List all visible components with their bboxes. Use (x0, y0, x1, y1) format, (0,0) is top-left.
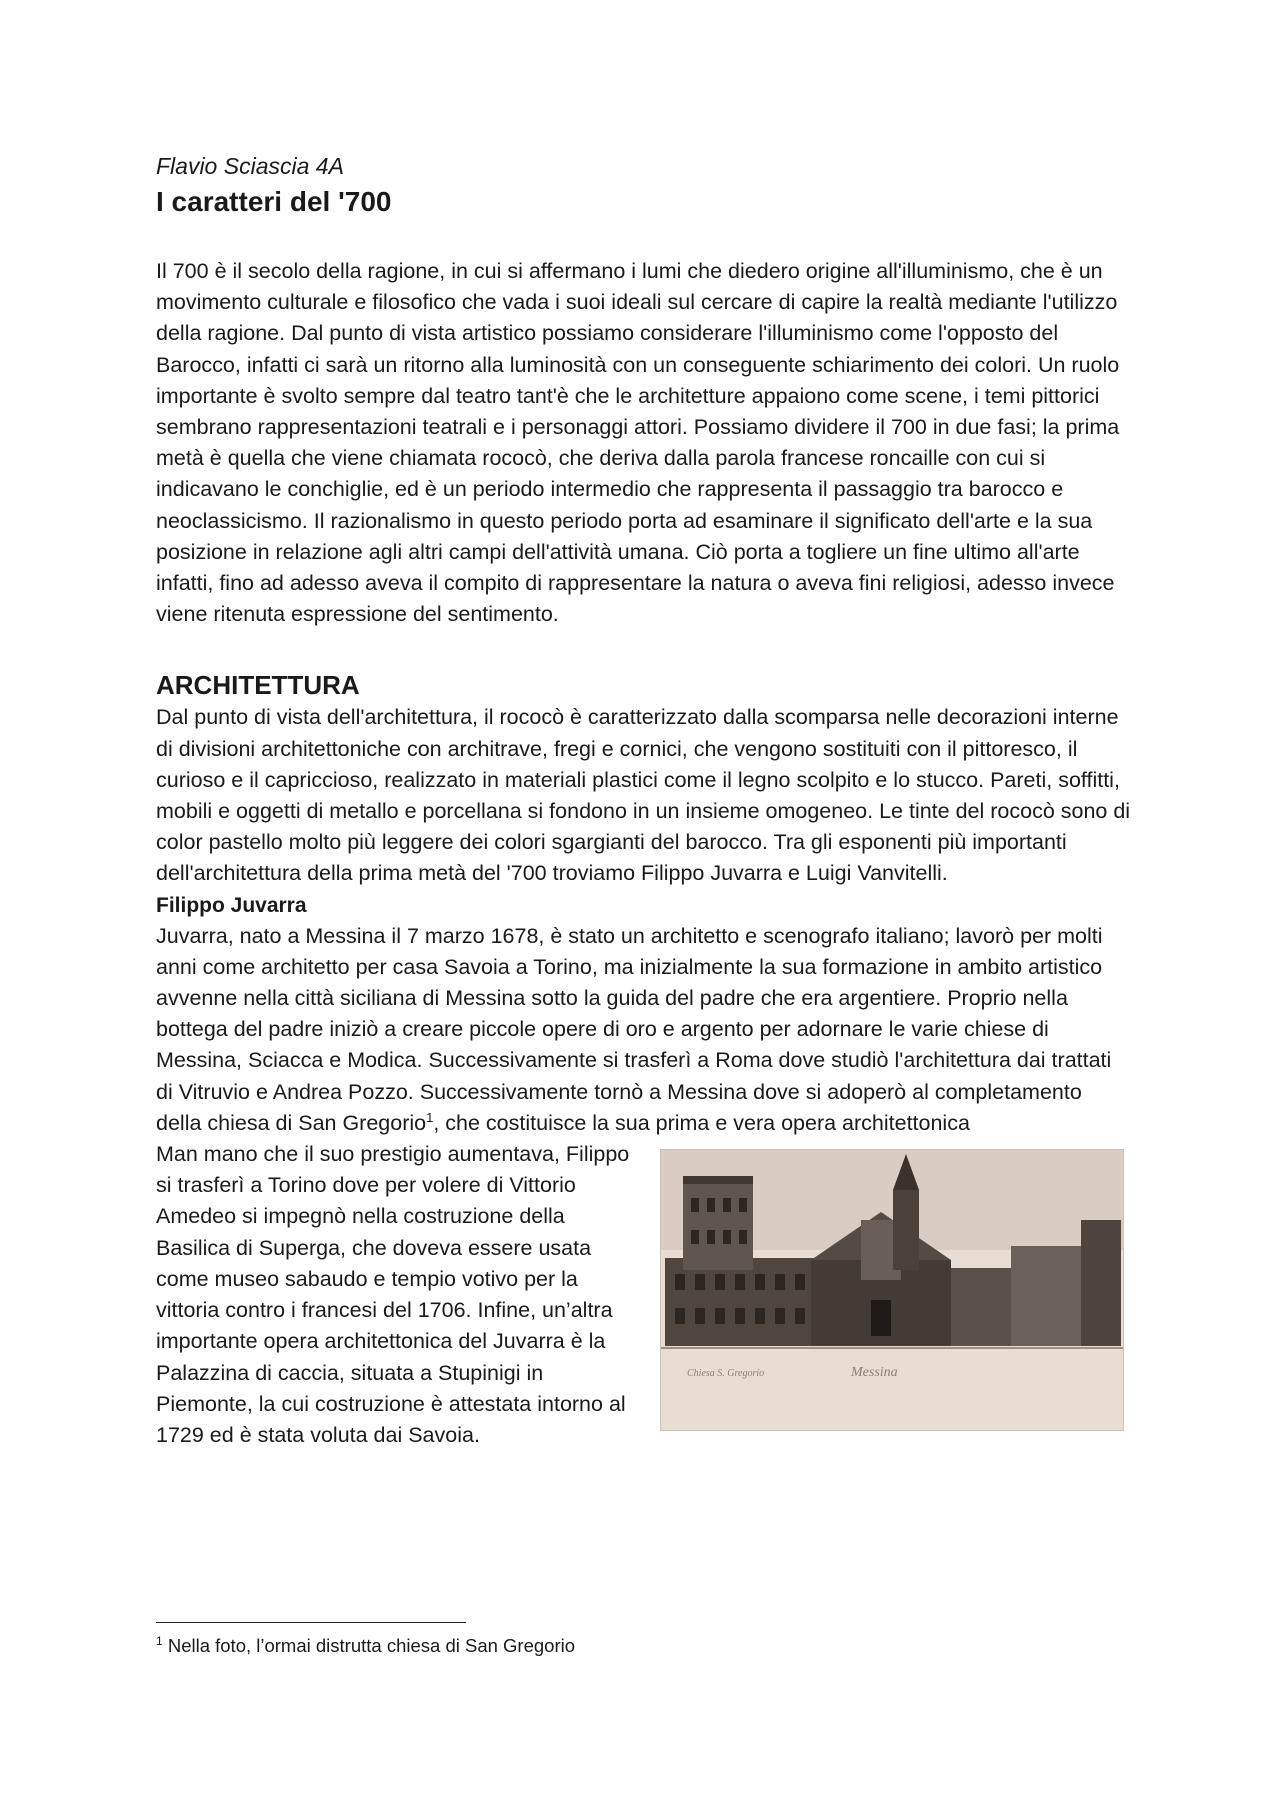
caption-left: Chiesa S. Gregorio (687, 1368, 765, 1380)
architecture-heading: ARCHITETTURA (156, 670, 360, 701)
caption-right: Messina (851, 1365, 898, 1381)
footnote (156, 1634, 575, 1658)
juvarra-paragraph-1 (156, 921, 1132, 1139)
footnote-number: 1 (156, 1633, 163, 1648)
document-title: I caratteri del '700 (156, 186, 392, 217)
church-door (871, 1300, 891, 1336)
juvarra-heading: Filippo Juvarra (156, 893, 307, 917)
footnote-separator (156, 1622, 466, 1623)
bell-tower (893, 1190, 919, 1270)
far-right-building (1011, 1246, 1081, 1350)
church-illustration (661, 1150, 1123, 1430)
author-line: Flavio Sciascia 4A (156, 153, 344, 179)
right-building (951, 1268, 1011, 1350)
intro-paragraph: Il 700 è il secolo della ragione, in cui si affermano i lumi che diedero origine all'illuminismo, che è un movimento culturale e filosofico che vada i suoi ideali sul cercare di capire la realtà mediante l'utilizzo della ragione. Dal punto di vista artistico possiamo considerare l'illuminismo come l'opposto del Barocco, infatti ci sarà un ritorno alla luminosità con un conseguente schiarimento dei colori. Un ruolo importante è svolto sempre dal teatro tant'è che le architetture appaiono come scene, i temi pittorici sembrano rappresentazioni teatrali e i personaggi attori. Possiamo dividere il 700 in due fasi; la prima metà è quella che viene chiamata rococò, che deriva dalla parola francese roncaille con cui si indicavano le conchiglie, ed è un periodo intermedio che rappresenta il passaggio tra barocco e neoclassicismo. Il razionalismo in questo periodo porta ad esaminare il significato dell'arte e la sua posizione in relazione agli altri campi dell'attività umana. Ciò porta a togliere un fine ultimo all'arte infatti, fino ad adesso aveva il compito di rappresentare la natura o aveva fini religiosi, adesso invece viene ritenuta espressione del sentimento. (156, 259, 1120, 627)
architecture-paragraph: Dal punto di vista dell'architettura, il rococò è caratterizzato dalla scomparsa nelle decorazioni interne di divisioni architettoniche con architrave, fregi e cornici, che vengono sostituiti con il pittoresco, il curioso e il capriccioso, realizzato in materiali plastici come il legno scolpito e lo stucco. Pareti, soffitti, mobili e oggetti di metallo e porcellana si fondono in un insieme omogeneo. Le tinte del rococò sono di color pastello molto più leggere dei colori sgargianti del barocco. Tra gli esponenti più importanti dell'architettura della prima metà del '700 troviamo Filippo Juvarra e Luigi Vanvitelli. (156, 705, 1131, 886)
footnote-reference[interactable]: 1 (426, 1109, 434, 1125)
juvarra-text-part-2: , che costituisce la sua prima e vera opera architettonica (433, 1110, 970, 1135)
tall-palace (683, 1180, 753, 1270)
edge-building (1081, 1220, 1121, 1350)
left-building (665, 1258, 815, 1346)
juvarra-text-part-1: Juvarra, nato a Messina il 7 marzo 1678, è stato un architetto e scenografo italiano; lavorò per molti anni come architetto per casa Savoia a Torino, ma inizialmente la sua formazione in ambito artistico avvenne nella città siciliana di Messina sotto la guida del padre che era argentiere. Proprio nella bottega del padre iniziò a creare piccole opere di oro e argento per adornare le varie chiese di Messina, Sciacca e Modica. Successivamente si trasferì a Roma dove studiò l'architettura dai trattati di Vitruvio e Andrea Pozzo. Successivamente tornò a Messina dove si adoperò al completamento della chiesa di San Gregorio (156, 923, 1112, 1135)
footnote-text: Nella foto, l’ormai distrutta chiesa di San Gregorio (167, 1635, 576, 1656)
street (661, 1346, 1123, 1430)
document-page (156, 150, 1132, 1451)
juvarra-paragraph-2: Man mano che il suo prestigio aumentava, Filippo si trasferì a Torino dove per volere di Vittorio Amedeo si impegnò nella costruzione della Basilica di Superga, che doveva essere usata come museo sabaudo e tempio votivo per la vittoria contro i francesi del 1706. Infine, un’altra importante opera architettonica del Juvarra è la Palazzina di caccia, situata a Stupinigi in Piemonte, la cui costruzione è attestata intorno al 1729 ed è stata voluta dai Savoia. (156, 1142, 630, 1447)
church-photo (660, 1149, 1124, 1431)
palace-cornice (683, 1176, 753, 1184)
